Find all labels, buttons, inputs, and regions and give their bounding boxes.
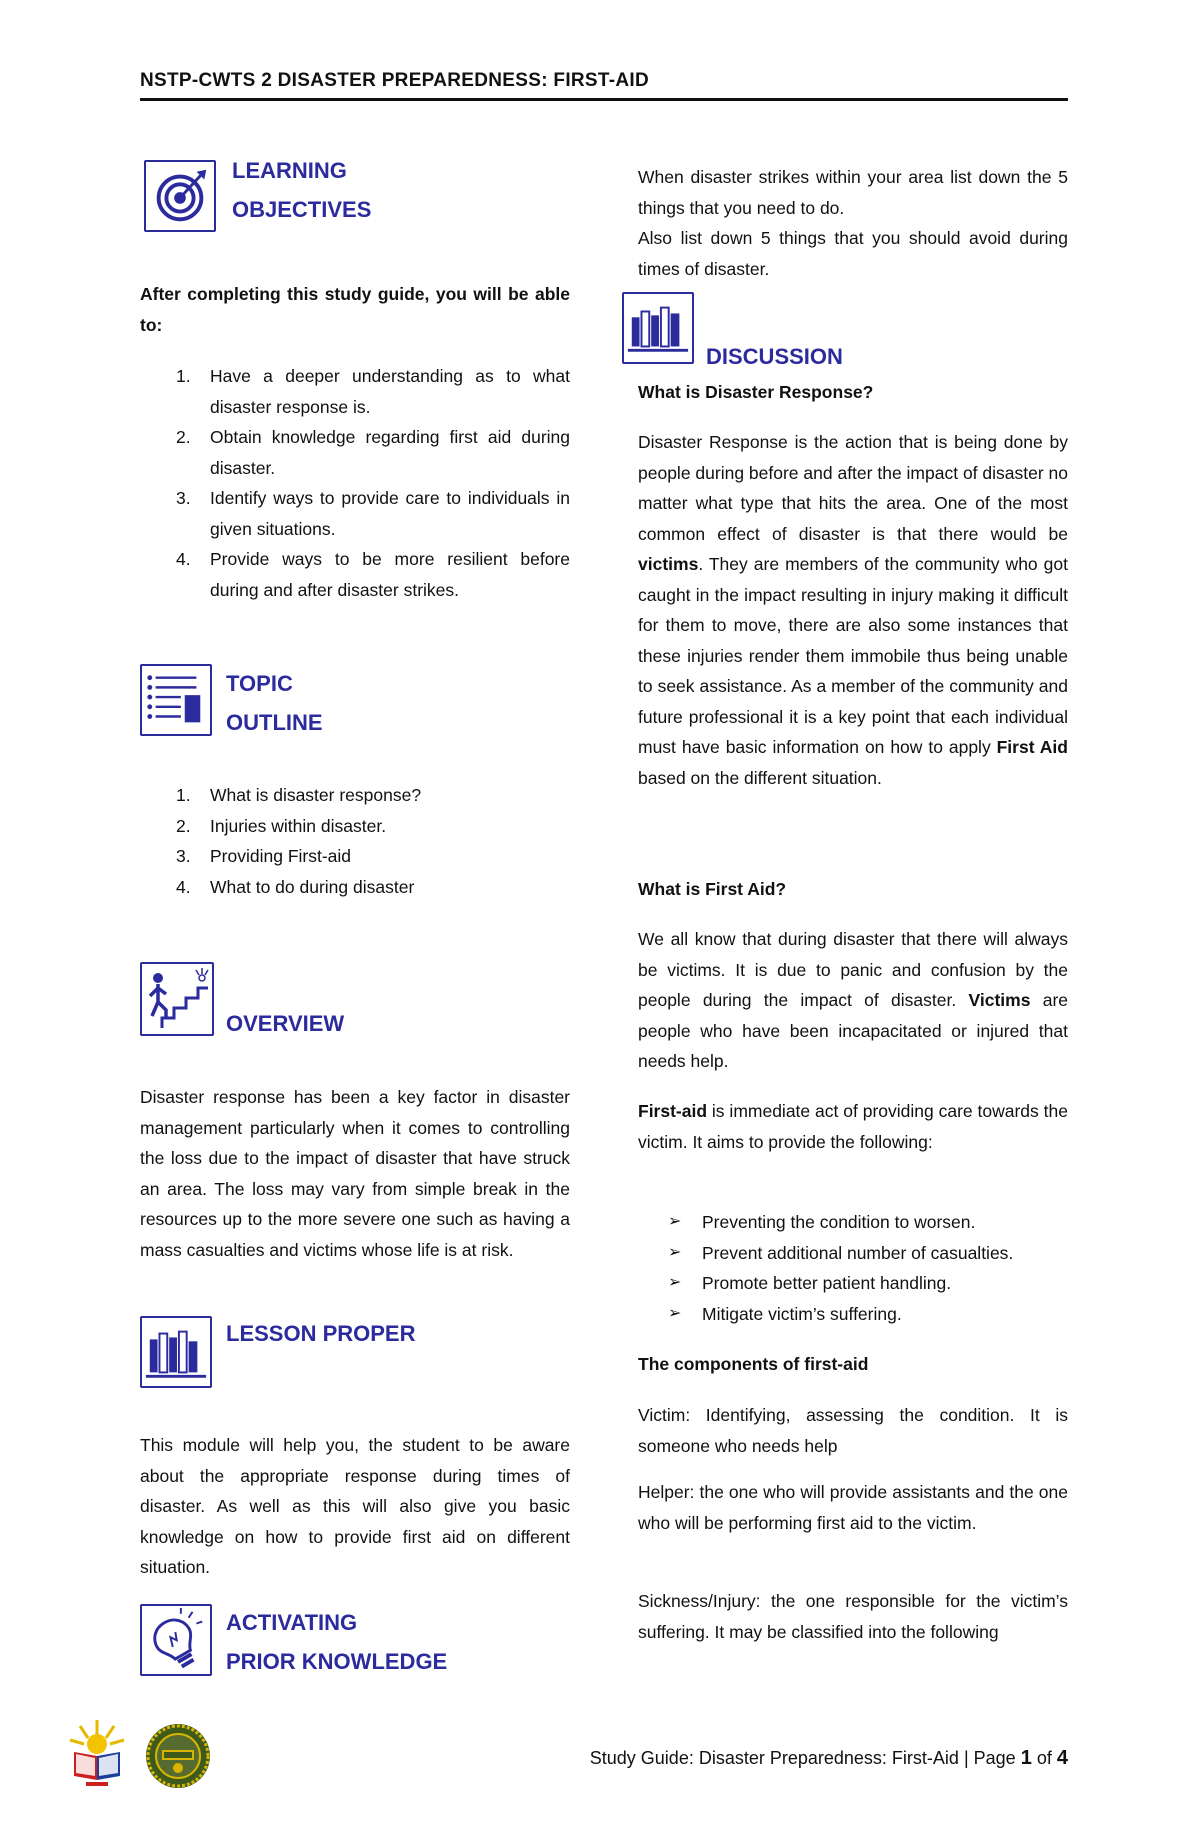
learning-objectives-title-2: OBJECTIVES [232, 197, 372, 222]
arrow-bullet-icon: ➢ [668, 1243, 682, 1261]
page-header: NSTP-CWTS 2 DISASTER PREPAREDNESS: FIRST-AID [140, 70, 1068, 101]
stairs-climber-icon [140, 962, 214, 1036]
helper-text: Helper: the one who will provide assistants and the one who will be performing first aid to the victim. [638, 1482, 1068, 1533]
objectives-intro: After completing this study guide, you will be able to: [140, 284, 570, 335]
arrow-bullet-icon: ➢ [668, 1213, 682, 1230]
overview-text: Disaster response has been a key factor in disaster management particularly when it comes to controlling the loss due to the impact of disaster that have struck an area. The loss may vary from simple break in the resources up to the more severe one such as having a mass casualties and victims whose life is at risk. [140, 1087, 570, 1260]
page-indicator: Page 1 of 4 [973, 1747, 1068, 1769]
list-item: 1. Have a deeper understanding as to what disaster response is. [176, 366, 570, 417]
activating-text-2: Also list down 5 things that you should avoid during times of disaster. [638, 228, 1068, 279]
topic-outline-title-2: OUTLINE [226, 710, 323, 735]
list-item: ➢ Prevent additional number of casualties. [632, 1238, 1068, 1269]
first-aid-definition: First-aid is immediate act of providing care towards the victim. It aims to provide the following: [638, 1101, 1068, 1152]
discussion-title: DISCUSSION [706, 344, 843, 369]
lesson-proper-text: This module will help you, the student to be aware about the appropriate response during times of disaster. As well as this will also give you basic knowledge on how to provide first aid on different situation. [140, 1435, 570, 1577]
footer-separator: | [963, 1748, 969, 1768]
overview-title: OVERVIEW [226, 1011, 345, 1036]
activating-text-1: When disaster strikes within your area list down the 5 things that you need to do. [638, 167, 1068, 218]
philippine-seal-logo [64, 1718, 130, 1790]
disaster-response-paragraph: Disaster Response is the action that is being done by people during before and after the impact of disaster no matter what type that hits the area. One of the most common effect of disaster is that there would be victims. They are members of the community who got caught in the impact resulting in injury making it difficult for them to move, there are also some instances that these injuries render them immobile thus being unable to seek assistance. As a member of the community and future professional it is a key point that each individual must have basic information on how to apply First Aid based on the different situation. [638, 432, 1068, 788]
activating-title-1: ACTIVATING [226, 1610, 358, 1635]
first-aid-aims-list [632, 1207, 1068, 1329]
outline-list-icon [140, 664, 212, 736]
bookshelf-icon [622, 292, 694, 364]
sickness-text: Sickness/Injury: the one responsible for the victim’s suffering. It may be classified into the following [638, 1591, 1068, 1642]
list-item: 3. Identify ways to provide care to individuals in given situations. [176, 488, 570, 539]
components-title: The components of first-aid [638, 1354, 869, 1374]
books-icon [140, 1316, 212, 1388]
list-item: ➢ Mitigate victim’s suffering. [632, 1299, 1068, 1330]
topic-outline-title-1: TOPIC [226, 671, 293, 696]
list-item: ➢ Promote better patient handling. [632, 1268, 1068, 1299]
victim-text: Victim: Identifying, assessing the condition. It is someone who needs help [638, 1405, 1068, 1456]
topic-list [140, 780, 570, 902]
list-item: 2. Obtain knowledge regarding first aid during disaster. [176, 427, 570, 478]
list-item: ➢ Preventing the condition to worsen. [632, 1207, 1068, 1238]
footer-label: Study Guide: Disaster Preparedness: First-Aid [589, 1748, 959, 1768]
list-item: 4. What to do during disaster [176, 876, 415, 897]
list-item: 4. Provide ways to be more resilient before during and after disaster strikes. [176, 549, 570, 600]
target-icon [144, 160, 216, 232]
arrow-bullet-icon: ➢ [668, 1274, 682, 1291]
lesson-proper-title: LESSON PROPER [226, 1321, 416, 1346]
arrow-bullet-icon: ➢ [668, 1304, 682, 1322]
list-item: 1. What is disaster response? [176, 785, 422, 805]
list-item: 3. Providing First-aid [176, 846, 352, 866]
list-item: 2. Injuries within disaster. [176, 815, 387, 836]
activating-title-2: PRIOR KNOWLEDGE [226, 1649, 448, 1674]
objectives-list [140, 361, 570, 605]
question-disaster-response: What is Disaster Response? [638, 382, 874, 402]
question-first-aid: What is First Aid? [638, 879, 787, 899]
first-aid-paragraph: We all know that during disaster that there will always be victims. It is due to panic and confusion by the people during the impact of disaster. Victims are people who have been incapacitated or injured that needs help. [638, 929, 1069, 1071]
page-footer [590, 1747, 1068, 1770]
learning-objectives-title-1: LEARNING [232, 158, 347, 183]
lightbulb-icon [140, 1604, 212, 1676]
nstp-seal-logo [144, 1722, 212, 1790]
